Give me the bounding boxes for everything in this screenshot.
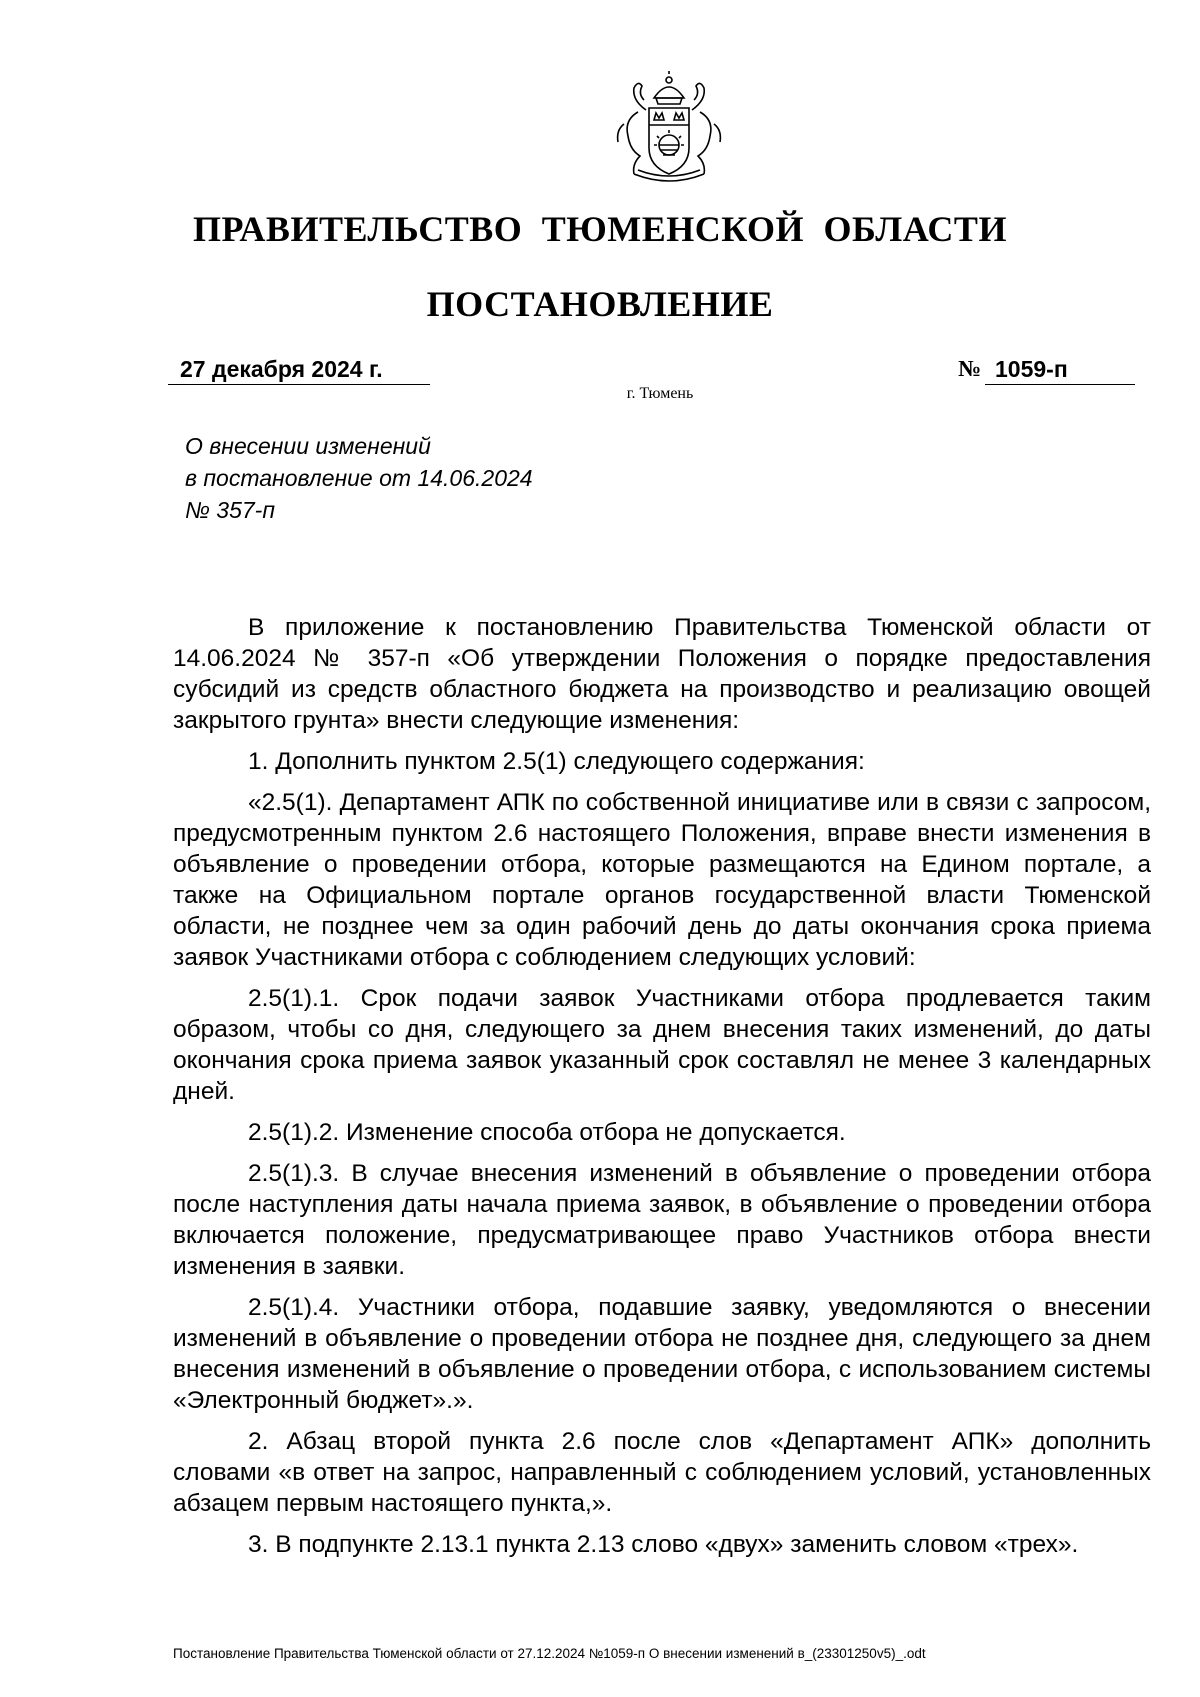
city-name: г. Тюмень — [626, 385, 694, 402]
subject-line: в постановление от 14.06.2024 — [185, 465, 533, 491]
subject-line: № 357-п — [185, 497, 275, 523]
document-type: ПОСТАНОВЛЕНИЕ — [426, 284, 774, 324]
document-subject — [185, 430, 533, 526]
coat-of-arms-emblem — [594, 70, 744, 185]
subject-line: О внесении изменений — [185, 433, 431, 459]
paragraph: 2.5(1).1. Срок подачи заявок Участниками отбора продлевается таким образом, чтобы со дня, следующего за днем внесения таких изменений, до даты окончания срока приема заявок указанный срок составлял не менее 3 календарных дней. — [173, 985, 1151, 1105]
paragraph: 1. Дополнить пунктом 2.5(1) следующего содержания: — [248, 748, 865, 775]
paragraph: 2.5(1).2. Изменение способа отбора не допускается. — [248, 1119, 846, 1146]
paragraph: В приложение к постановлению Правительства Тюменской области от 14.06.2024 № 357-п «Об утверждении Положения о порядке предоставления субсидий из средств областного бюджета на производство и реализацию овощей закрытого грунта» внести следующие изменения: — [173, 614, 1151, 734]
document-number: 1059-п — [985, 354, 1135, 385]
paragraph: 2. Абзац второй пункта 2.6 после слов «Департамент АПК» дополнить словами «в ответ на запрос, направленный с соблюдением условий, установленных абзацем первым настоящего пункта,». — [173, 1428, 1151, 1517]
government-name: ПРАВИТЕЛЬСТВО ТЮМЕНСКОЙ ОБЛАСТИ — [193, 209, 1007, 249]
document-footer: Постановление Правительства Тюменской области от 27.12.2024 №1059-п О внесении изменений в_(23301250v5)_.odt — [173, 1646, 926, 1661]
paragraph: 2.5(1).3. В случае внесения изменений в объявление о проведении отбора после наступления даты начала приема заявок, в объявление о проведении отбора включается положение, предусматривающее право Участников отбора внести изменения в заявки. — [173, 1160, 1151, 1280]
paragraph: 2.5(1).4. Участники отбора, подавшие заявку, уведомляются о внесении изменений в объявление о проведении отбора не позднее дня, следующего за днем внесения изменений в объявление о проведении отбора, с использованием системы «Электронный бюджет».». — [173, 1294, 1151, 1414]
paragraph: «2.5(1). Департамент АПК по собственной инициативе или в связи с запросом, предусмотренным пунктом 2.6 настоящего Положения, вправе внести изменения в объявление о проведении отбора, которые размещаются на Едином портале, а также на Официальном портале органов государственной власти Тюменской области, не позднее чем за один рабочий день до даты окончания срока приема заявок Участниками отбора с соблюдением следующих условий: — [173, 789, 1151, 971]
number-sign: № — [958, 356, 982, 381]
document-body — [173, 612, 1151, 1570]
document-date: 27 декабря 2024 г. — [168, 354, 430, 385]
paragraph: 3. В подпункте 2.13.1 пункта 2.13 слово «двух» заменить словом «трех». — [248, 1531, 1079, 1558]
